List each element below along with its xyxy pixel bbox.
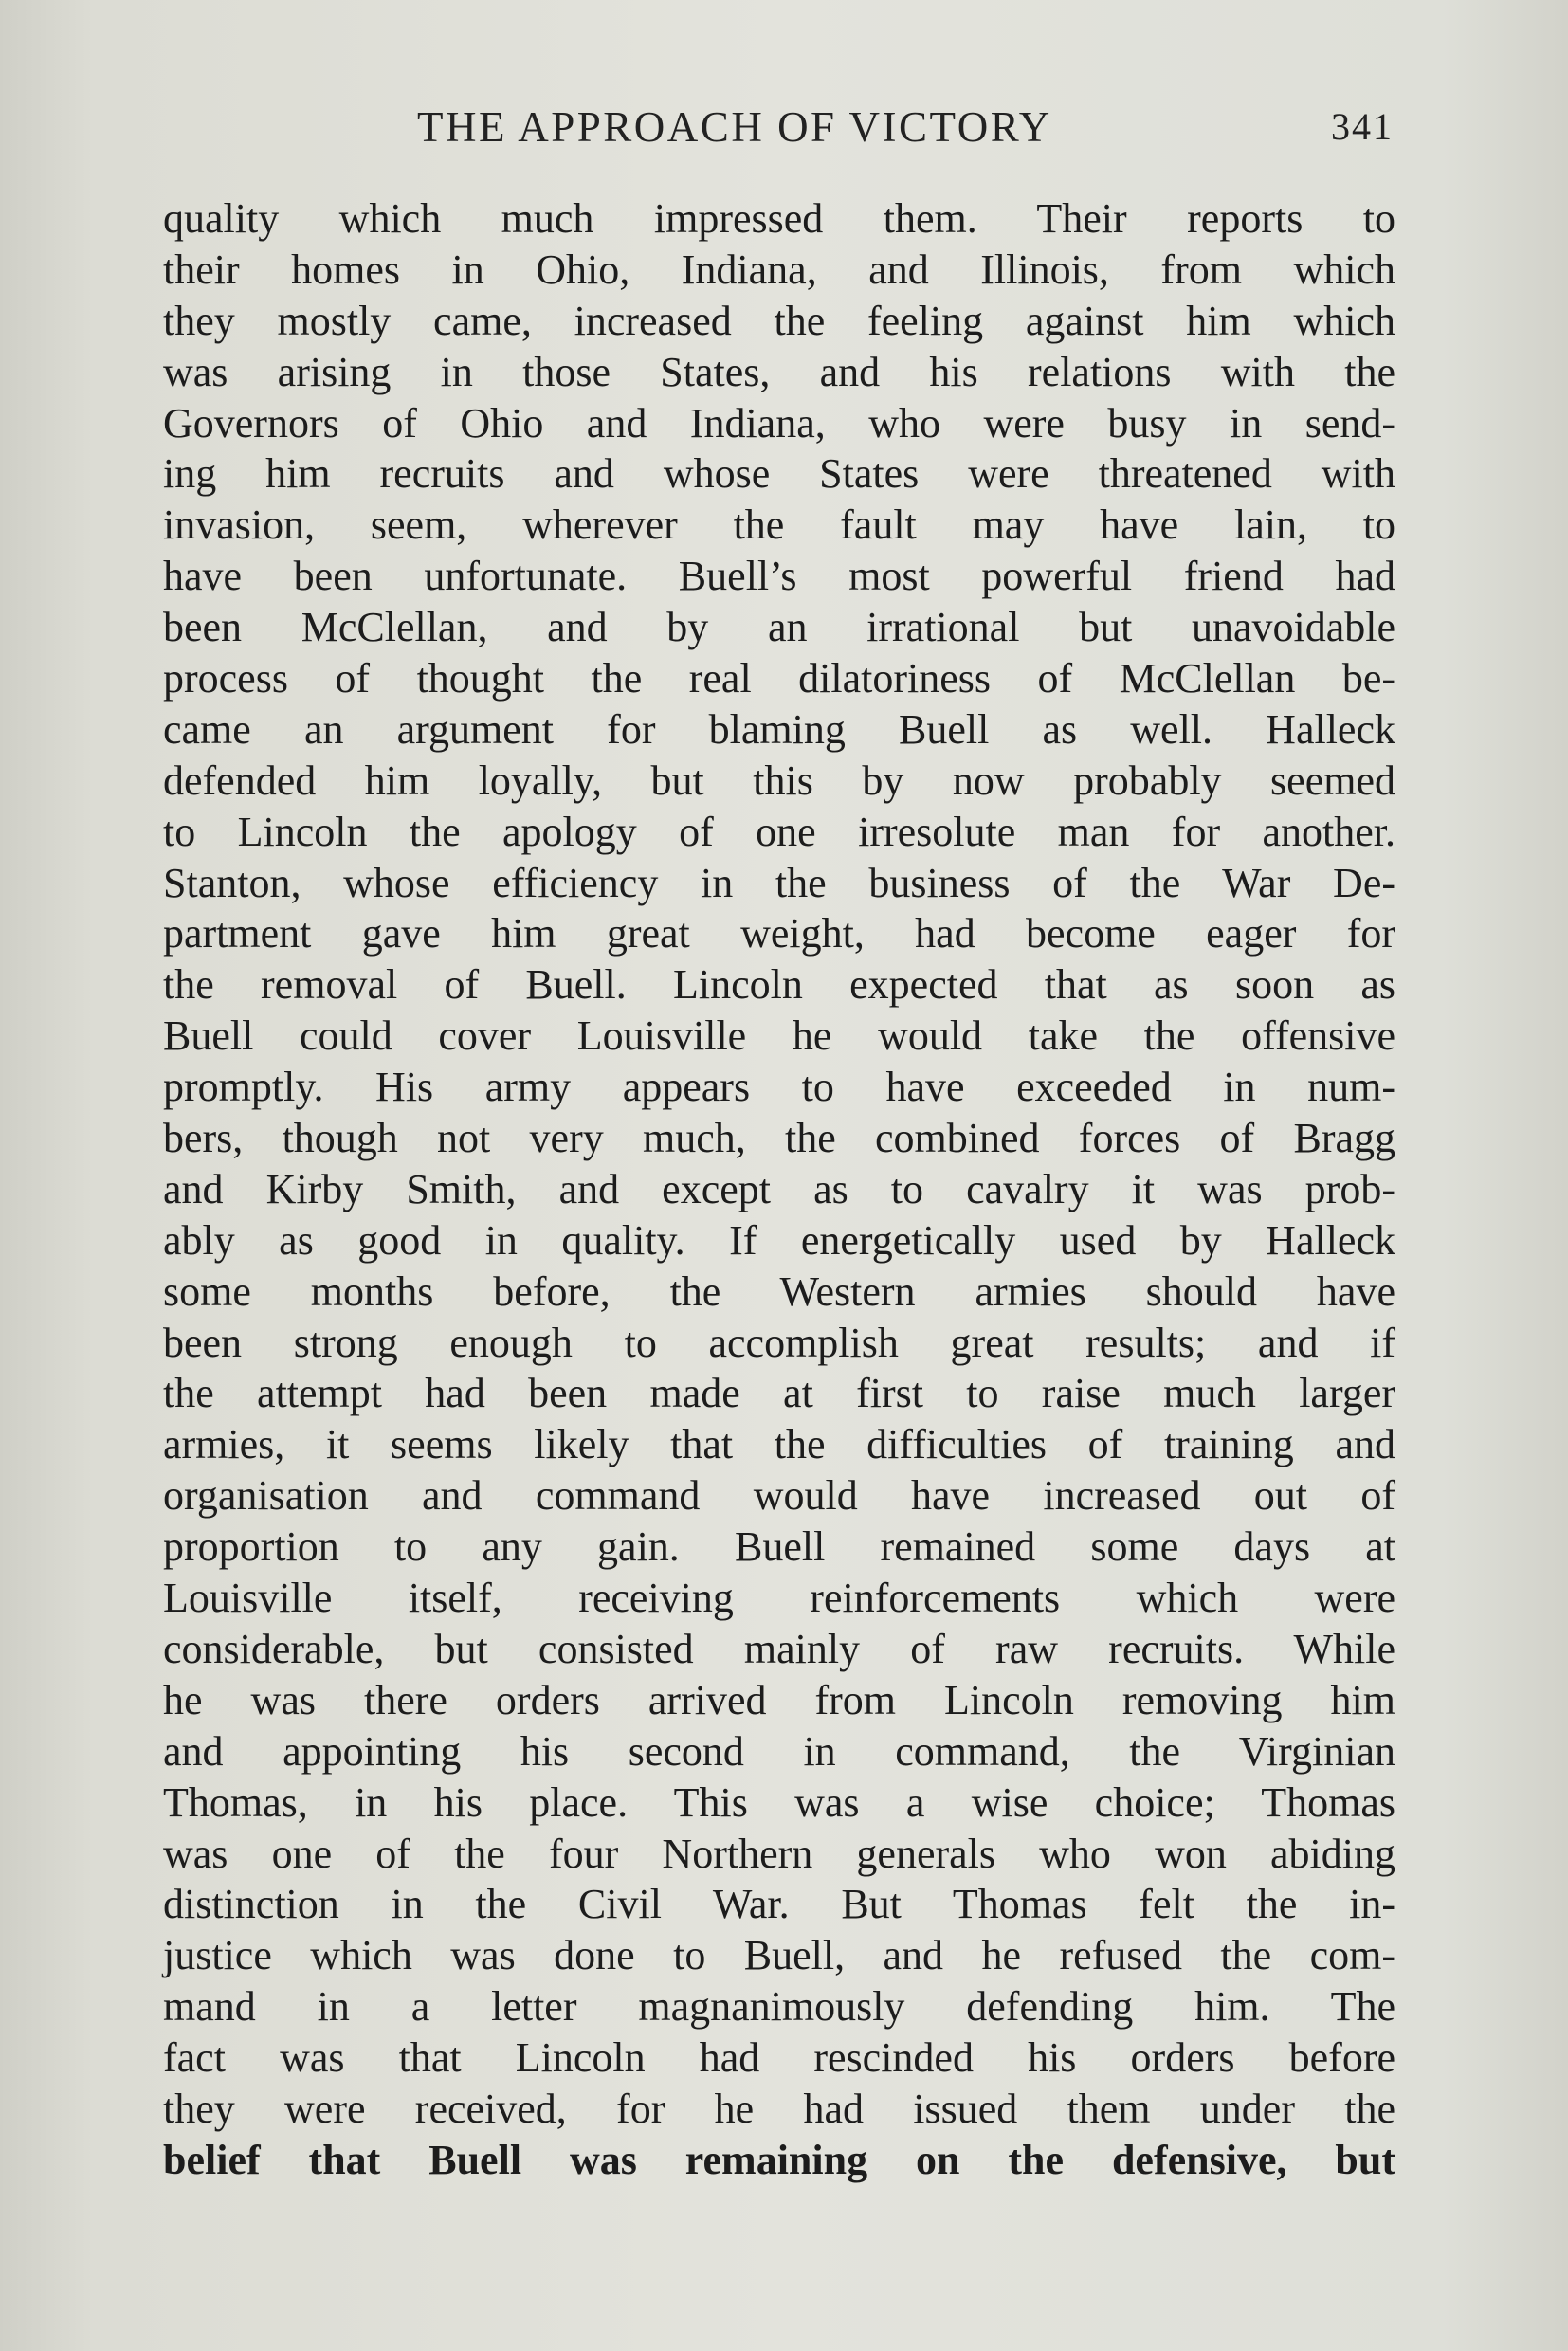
text-line: Stanton, whose efficiency in the business of the War De- — [163, 859, 1395, 906]
text-line: came an argument for blaming Buell as well. Halleck — [163, 705, 1395, 753]
text-line: and Kirby Smith, and except as to cavalry it was prob- — [163, 1165, 1395, 1212]
text-line: distinction in the Civil War. But Thomas felt the in- — [163, 1881, 1395, 1928]
text-line: proportion to any gain. Buell remained some days at — [163, 1523, 1395, 1571]
text-line: bers, though not very much, the combined forces of Bragg — [163, 1115, 1395, 1162]
text-line: Governors of Ohio and Indiana, who were busy in send- — [163, 399, 1395, 447]
text-line: fact was that Lincoln had rescinded his orders before — [163, 2034, 1395, 2082]
text-line: ing him recruits and whose States were threatened with — [163, 450, 1395, 498]
text-line: considerable, but consisted mainly of raw recruits. While — [163, 1625, 1395, 1672]
text-line: Louisville itself, receiving reinforcements which were — [163, 1575, 1395, 1622]
text-line: been McClellan, and by an irrational but unavoidable — [163, 604, 1395, 651]
text-line: quality which much impressed them. Their reports to — [163, 195, 1395, 242]
text-line: some months before, the Western armies should have — [163, 1267, 1395, 1315]
page-number: 341 — [1331, 105, 1394, 148]
text-line: the removal of Buell. Lincoln expected that as soon as — [163, 961, 1395, 1009]
text-line: been strong enough to accomplish great results; and if — [163, 1319, 1395, 1366]
text-line: the attempt had been made at first to raise much larger — [163, 1370, 1395, 1417]
text-line: defended him loyally, but this by now probably seemed — [163, 756, 1395, 804]
text-line: armies, it seems likely that the difficulties of training and — [163, 1421, 1395, 1468]
body-text — [163, 193, 1395, 2186]
text-line: have been unfortunate. Buell’s most powerful friend had — [163, 553, 1395, 600]
running-title: THE APPROACH OF VICTORY — [417, 103, 1052, 151]
text-line: mand in a letter magnanimously defending him. The — [163, 1983, 1395, 2031]
text-line: justice which was done to Buell, and he refused the com- — [163, 1932, 1395, 1979]
text-line: Thomas, in his place. This was a wise choice; Thomas — [163, 1778, 1395, 1826]
text-line: they were received, for he had issued them under the — [163, 2085, 1395, 2132]
text-line: was arising in those States, and his relations with the — [163, 348, 1395, 395]
text-line: they mostly came, increased the feeling against him which — [163, 297, 1395, 344]
text-line: Buell could cover Louisville he would take the offensive — [163, 1012, 1395, 1060]
text-line: promptly. His army appears to have exceeded in num- — [163, 1064, 1395, 1111]
text-line: process of thought the real dilatoriness of McClellan be- — [163, 655, 1395, 702]
text-line: ably as good in quality. If energetically used by Halleck — [163, 1216, 1395, 1264]
text-line: organisation and command would have increased out of — [163, 1472, 1395, 1520]
text-line: their homes in Ohio, Indiana, and Illinois, from which — [163, 246, 1395, 293]
text-line: invasion, seem, wherever the fault may have lain, to — [163, 501, 1395, 549]
text-line: partment gave him great weight, had become eager for — [163, 910, 1395, 957]
text-line: belief that Buell was remaining on the defensive, but — [163, 2136, 1395, 2183]
text-line: to Lincoln the apology of one irresolute man for another. — [163, 808, 1395, 855]
running-head — [161, 102, 1394, 159]
text-line: he was there orders arrived from Lincoln removing him — [163, 1676, 1395, 1723]
text-line: and appointing his second in command, the Virginian — [163, 1727, 1395, 1775]
text-line: was one of the four Northern generals who won abiding — [163, 1830, 1395, 1877]
